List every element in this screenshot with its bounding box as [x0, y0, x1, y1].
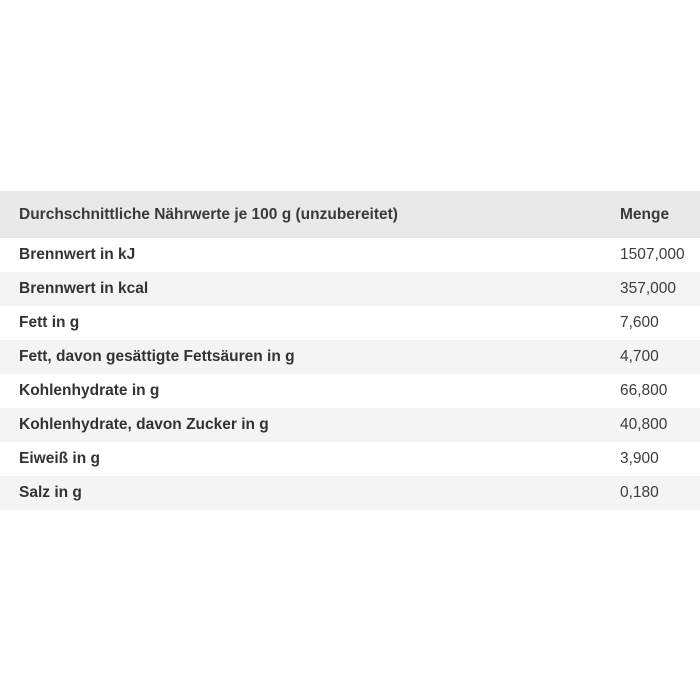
nutrient-value: 357,000	[620, 280, 677, 297]
nutrient-name: Kohlenhydrate in g	[19, 382, 160, 399]
header-nutrient-column: Durchschnittliche Nährwerte je 100 g (unzubereitet)	[19, 205, 398, 223]
nutrient-name: Brennwert in kcal	[19, 280, 149, 297]
nutrient-name: Eiweiß in g	[19, 450, 100, 467]
table-row	[0, 272, 700, 306]
table-row	[0, 306, 700, 340]
header-amount-column: Menge	[620, 205, 670, 223]
table-body	[0, 238, 700, 510]
nutrient-value: 0,180	[620, 484, 659, 501]
nutrition-table	[0, 191, 700, 510]
nutrient-name: Kohlenhydrate, davon Zucker in g	[19, 416, 269, 433]
table-row	[0, 238, 700, 272]
table-header	[0, 191, 700, 238]
nutrient-value: 4,700	[620, 348, 659, 365]
nutrient-value: 66,800	[620, 382, 668, 399]
table-header-row	[0, 191, 700, 238]
nutrient-name: Fett in g	[19, 314, 80, 331]
table-row	[0, 408, 700, 442]
table-row	[0, 340, 700, 374]
nutrient-value: 40,800	[620, 416, 668, 433]
table-row	[0, 374, 700, 408]
table-row	[0, 442, 700, 476]
nutrient-name: Salz in g	[19, 484, 82, 501]
nutrient-value: 3,900	[620, 450, 659, 467]
nutrient-name: Brennwert in kJ	[19, 246, 136, 263]
nutrient-value: 1507,000	[620, 246, 685, 263]
table-row	[0, 476, 700, 510]
nutrient-name: Fett, davon gesättigte Fettsäuren in g	[19, 348, 295, 365]
nutrient-value: 7,600	[620, 314, 659, 331]
